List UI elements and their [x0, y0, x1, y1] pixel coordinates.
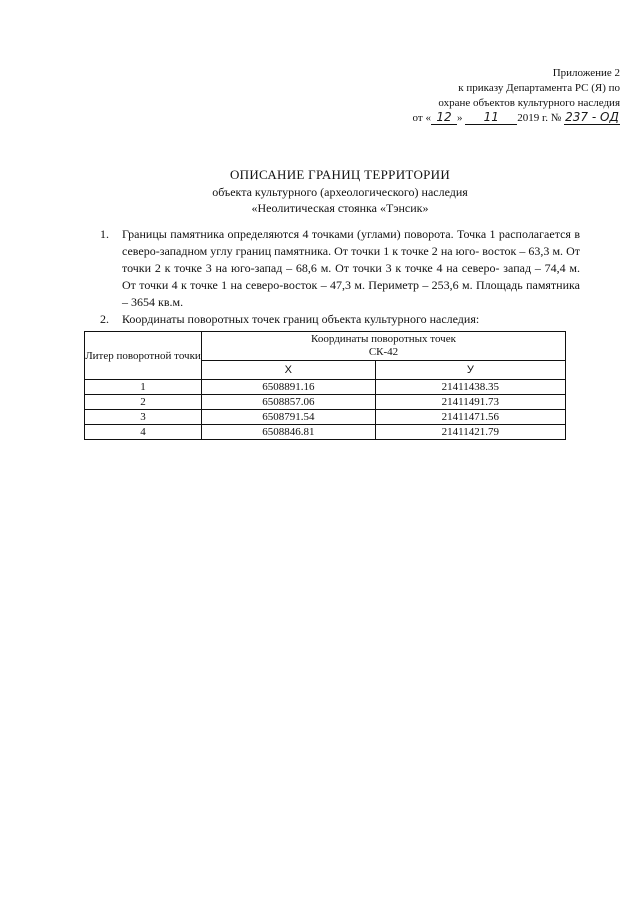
title-block: [160, 166, 520, 216]
liter-cell: 4: [85, 425, 202, 440]
object-type: объекта культурного (археологического) наследия: [212, 185, 468, 199]
table-row: [85, 380, 566, 395]
description-list: [100, 226, 580, 328]
liter-cell: 2: [85, 395, 202, 410]
object-name: «Неолитическая стоянка «Тэнсик»: [251, 201, 429, 215]
y-cell: 21411438.35: [375, 380, 565, 395]
liter-cell: 3: [85, 410, 202, 425]
table-header-row: [85, 332, 566, 361]
order-date-line: [340, 111, 620, 126]
coordinates-header-line1: Координаты поворотных точек: [311, 333, 456, 345]
y-cell: 21411491.73: [375, 395, 565, 410]
x-cell: 6508891.16: [202, 380, 376, 395]
document-title: ОПИСАНИЕ ГРАНИЦ ТЕРРИТОРИИ: [229, 167, 451, 182]
liter-cell: 1: [85, 380, 202, 395]
y-column-header: У: [375, 361, 565, 380]
list-number: 2.: [100, 312, 109, 326]
list-item: [100, 311, 580, 328]
table-row: [85, 395, 566, 410]
order-reference: к приказу Департамента РС (Я) по: [458, 82, 620, 94]
coordinates-header-line2: СК-42: [368, 346, 399, 358]
department-name: охране объектов культурного наследия: [438, 97, 620, 109]
list-text: Границы памятника определяются 4 точками (углами) поворота. Точка 1 располагается в северо-западном углу границ памятника. От точки 1 к точке 2 на юго- восток – 63,3 м. От точки 2 к точке 3 на юго-запад – 68,6 м. От точки 3 к точке 4 на северо- запад – 74,4 м. От точки 4 к точке 1 на северо-восток – 47,3 м. Периметр – 253,6 м. Площадь памятника – 3654 кв.м.: [122, 227, 580, 309]
coordinates-table: [84, 331, 566, 440]
x-column-header: Х: [202, 361, 376, 380]
table-row: [85, 425, 566, 440]
x-cell: 6508846.81: [202, 425, 376, 440]
table-row: [85, 410, 566, 425]
appendix-header: [340, 66, 620, 126]
y-cell: 21411421.79: [375, 425, 565, 440]
coordinates-column-header: [202, 332, 566, 361]
date-prefix: от «: [412, 112, 431, 124]
date-month-field: [465, 111, 517, 125]
date-mid: »: [456, 112, 463, 124]
order-number: 237 - ОД: [565, 110, 619, 124]
order-number-field: [564, 111, 620, 125]
x-cell: 6508791.54: [202, 410, 376, 425]
list-text: Координаты поворотных точек границ объекта культурного наследия:: [122, 312, 480, 326]
date-year: 2019 г. №: [517, 112, 562, 124]
date-day-field: [431, 111, 457, 125]
date-month: 11: [483, 110, 499, 124]
list-number: 1.: [100, 227, 109, 241]
list-item: [100, 226, 580, 311]
x-cell: 6508857.06: [202, 395, 376, 410]
y-cell: 21411471.56: [375, 410, 565, 425]
liter-column-header: Литер поворотной точки: [85, 332, 202, 380]
date-day: 12: [436, 110, 452, 124]
appendix-label: Приложение 2: [552, 67, 620, 79]
